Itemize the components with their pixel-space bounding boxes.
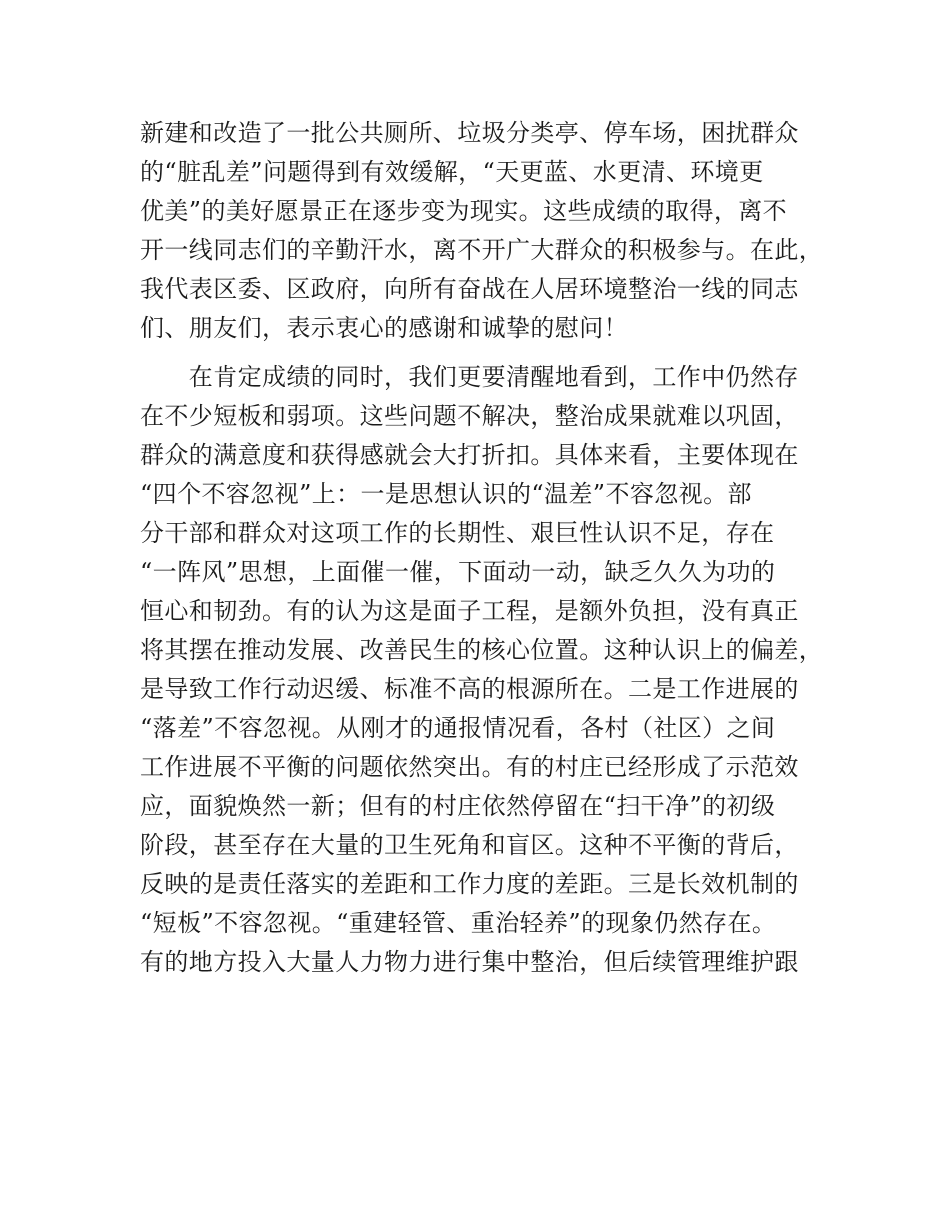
text-line: 的“脏乱差”问题得到有效缓解，“天更蓝、水更清、环境更 — [140, 158, 764, 186]
text-line: “四个不容忽视”上：一是思想认识的“温差”不容忽视。部 — [140, 480, 752, 508]
text-line: 优美”的美好愿景正在逐步变为现实。这些成绩的取得，离不 — [140, 197, 788, 225]
text-line: 群众的满意度和获得感就会大打折扣。具体来看，主要体现在 — [140, 441, 799, 469]
text-line: 是导致工作行动迟缓、标准不高的根源所在。二是工作进展的 — [140, 675, 799, 703]
text-line: 工作进展不平衡的问题依然突出。有的村庄已经形成了示范效 — [140, 753, 799, 781]
text-line: “落差”不容忽视。从刚才的通报情况看，各村（社区）之间 — [140, 714, 776, 742]
body-text — [140, 114, 830, 982]
text-line: 新建和改造了一批公共厕所、垃圾分类亭、停车场，困扰群众 — [140, 119, 799, 147]
text-line: “一阵风”思想，上面催一催，下面动一动，缺乏久久为功的 — [140, 558, 776, 586]
paragraph-1 — [140, 114, 830, 348]
text-line: 将其摆在推动发展、改善民生的核心位置。这种认识上的偏差， — [140, 636, 824, 664]
text-line: 们、朋友们，表示衷心的感谢和诚挚的慰问！ — [140, 314, 628, 342]
text-line: 阶段，甚至存在大量的卫生死角和盲区。这种不平衡的背后， — [140, 831, 799, 859]
text-line: “短板”不容忽视。“重建轻管、重治轻养”的现象仍然存在。 — [140, 909, 777, 937]
text-line: 开一线同志们的辛勤汗水，离不开广大群众的积极参与。在此， — [140, 236, 824, 264]
text-line: 应，面貌焕然一新；但有的村庄依然停留在“扫干净”的初级 — [140, 792, 776, 820]
text-line: 有的地方投入大量人力物力进行集中整治，但后续管理维护跟 — [140, 948, 799, 976]
text-line: 在不少短板和弱项。这些问题不解决，整治成果就难以巩固， — [140, 402, 799, 430]
text-line: 恒心和韧劲。有的认为这是面子工程，是额外负担，没有真正 — [140, 597, 799, 625]
text-line: 我代表区委、区政府，向所有奋战在人居环境整治一线的同志 — [140, 275, 799, 303]
paragraph-2 — [140, 358, 830, 982]
text-line: 反映的是责任落实的差距和工作力度的差距。三是长效机制的 — [140, 870, 799, 898]
text-line: 分干部和群众对这项工作的长期性、艰巨性认识不足，存在 — [140, 519, 775, 547]
text-line: 在肯定成绩的同时，我们更要清醒地看到，工作中仍然存 — [140, 363, 799, 391]
